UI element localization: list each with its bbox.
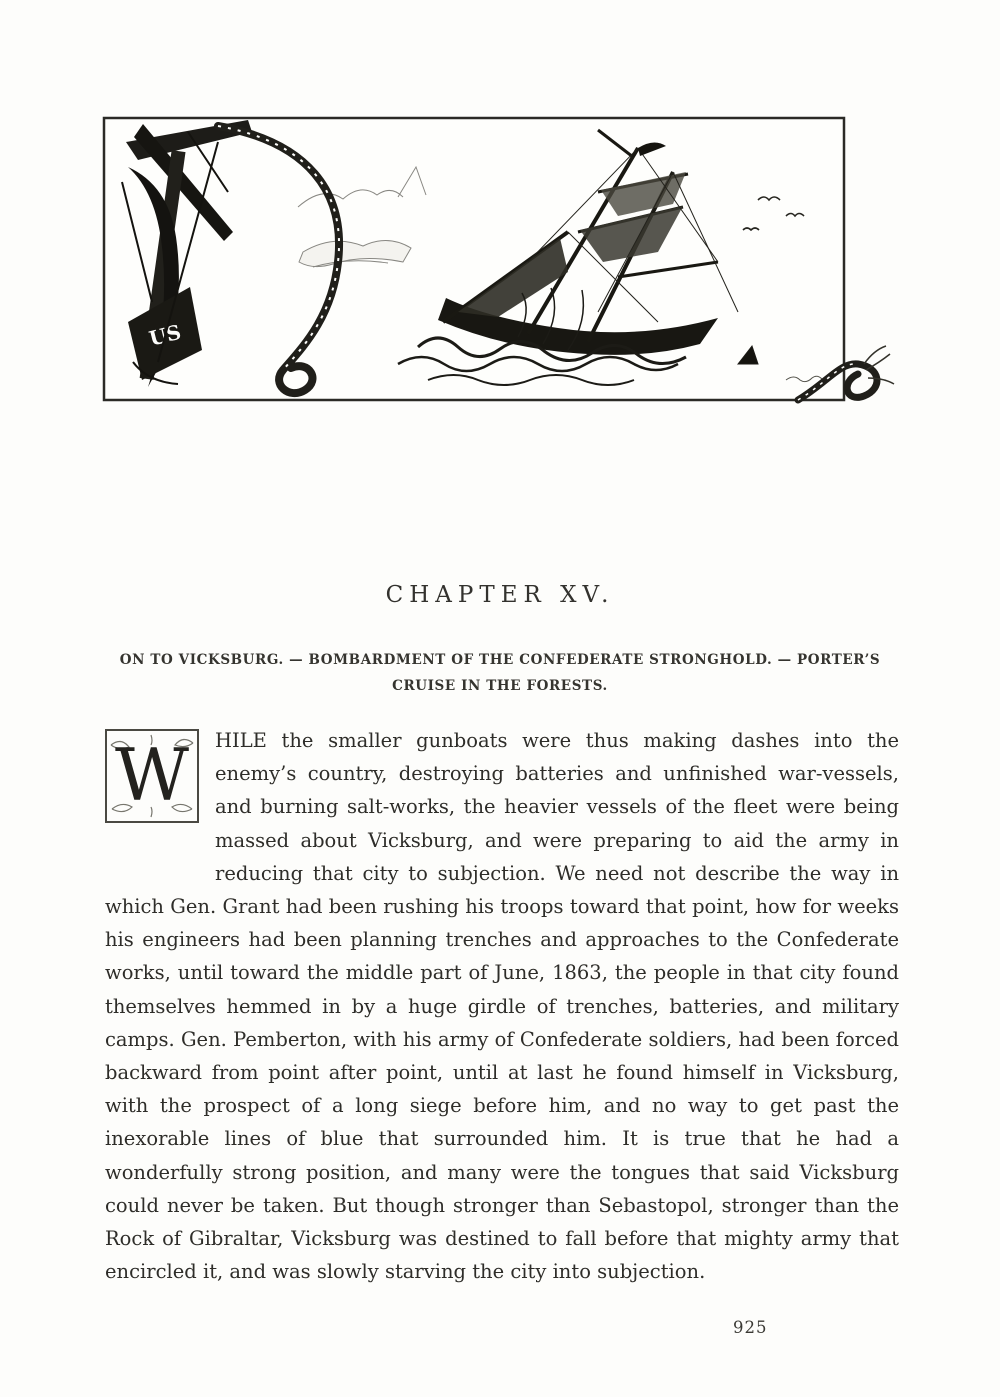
drop-cap-letter: W — [114, 733, 189, 818]
chapter-subtitle-line2: CRUISE IN THE FORESTS. — [392, 677, 608, 694]
flag-us-label: US — [146, 319, 184, 351]
ship-in-storm-illustration — [98, 112, 900, 408]
illustration-frame — [104, 118, 844, 400]
drop-cap-box — [105, 729, 199, 823]
page-number: 925 — [733, 1318, 768, 1337]
chapter-subtitle — [100, 648, 900, 699]
chapter-title: CHAPTER XV. — [385, 582, 615, 608]
body-paragraph — [105, 724, 899, 1288]
chapter-subtitle-line1: ON TO VICKSBURG. — BOMBARDMENT OF THE CONFEDERATE STRONGHOLD. — PORTER’S — [119, 652, 881, 668]
paragraph-text: HILE the smaller gunboats were thus making dashes into the enemy’s country, destroying batteries and unfinished war-vessels, and burning salt-works, the heavier vessels of the fleet were being massed about Vicksburg, and were preparing to aid the army in reducing that city to subjection. We need not describe the way in which Gen. Grant had been rushing his troops toward that point, how for weeks his engineers had been planning trenches and approaches to the Confederate works, until toward the middle part of June, 1863, the people in that city found themselves hemmed in by a huge girdle of trenches, batteries, and military camps. Gen. Pemberton, with his army of Confederate soldiers, had been forced backward from point after point, until at last he found himself in Vicksburg, with the prospect of a long siege before him, and no way to get past the inexorable lines of blue that surrounded him. It is true that he had a wonderfully strong position, and many were the tongues that said Vicksburg could never be taken. But though stronger than Sebastopol, stronger than the Rock of Gibraltar, Vicksburg was destined to fall before that mighty army that encircled it, and was slowly starving the city into subjection. — [105, 729, 899, 1284]
